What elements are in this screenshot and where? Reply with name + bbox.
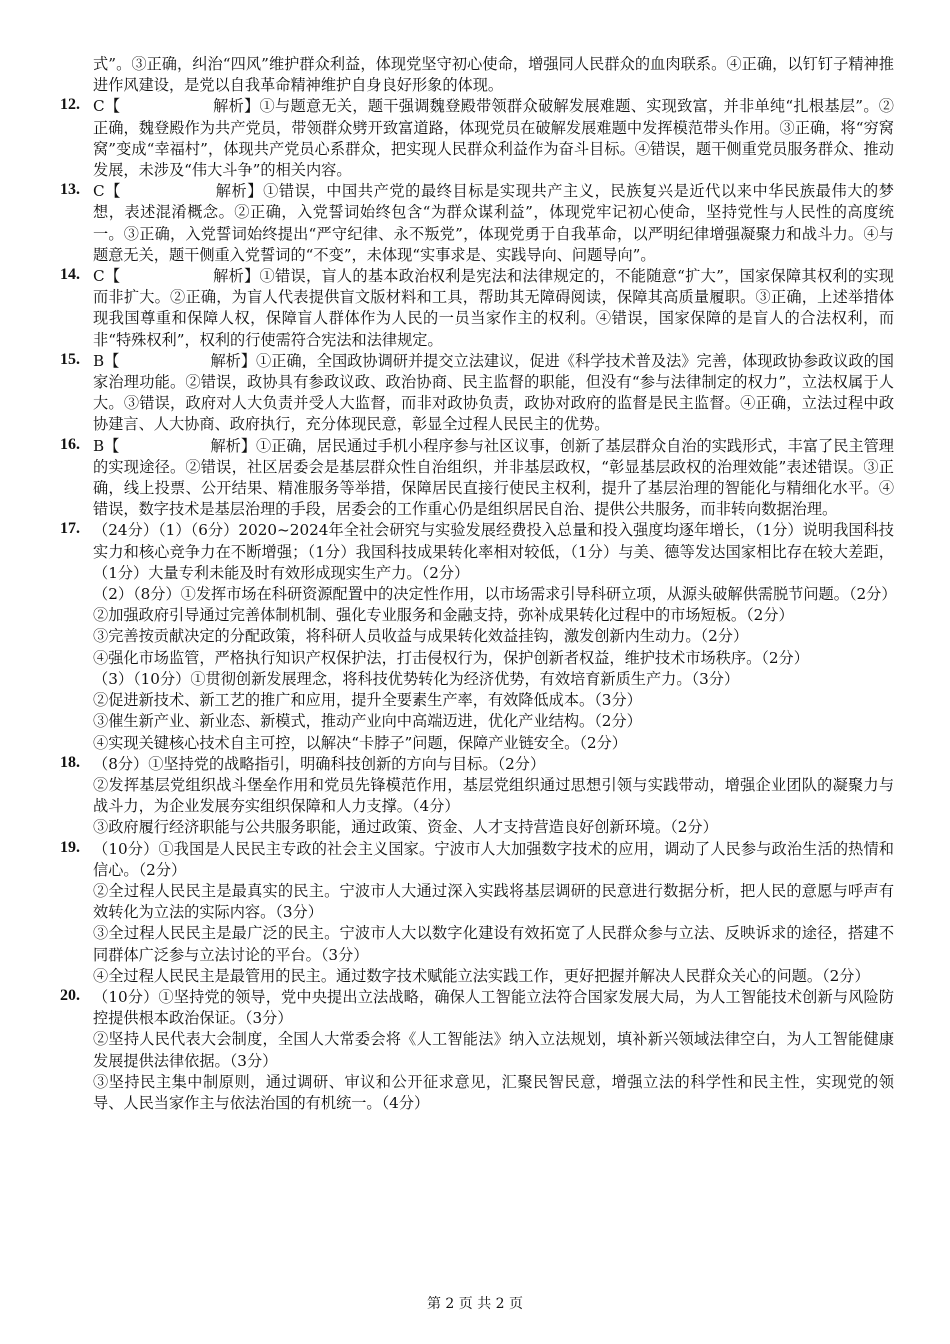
answer-item-17 [60,520,897,753]
question-number: 17. [60,520,80,538]
answer-item-14 [60,266,894,351]
question-number: 16. [60,435,80,453]
answer-line: （2）（8分）①发挥市场在科研资源配置中的决定性作用，以市场需求引导科研立项，从源头破解供需脱节问题。（2分） [93,585,897,604]
answer-line: ④全过程人民民主是最管用的民主。通过数字技术赋能立法实践工作，更好把握并解决人民群众关心的问题。（2分） [93,966,870,985]
answer-line: ④强化市场监管，严格执行知识产权保护法，打击侵权行为，保护创新者权益，维护技术市场秩序。（2分） [93,648,809,667]
answer-text: C【 解析】①错误，盲人的基本政治权利是宪法和法律规定的，不能随意“扩大”，国家保障其权利的实现而非扩大。②正确，为盲人代表提供盲文版材料和工具，帮助其无障碍阅读，保障其高质量履职。③正确，上述举措体现我国尊重和保障人权，保障盲人群体作为人民的一员当家作主的权利。④错误，国家保障的是盲人的合法权利，而非“特殊权利”，权利的行使需符合宪法和法律规定。 [93,267,894,349]
page-footer: 第 2 页 共 2 页 [426,1296,524,1312]
answer-item-16 [60,436,894,521]
answer-line: （8分）①坚持党的战略指引，明确科技创新的方向与目标。（2分） [93,754,546,773]
answer-line: ③全过程人民民主是最广泛的民主。宁波市人大以数字化建设有效拓宽了人民群众参与立法、反映诉求的途径，搭建不同群体广泛参与立法讨论的平台。（3分） [93,924,894,964]
answer-line: ③坚持民主集中制原则，通过调研、审议和公开征求意见，汇聚民智民意，增强立法的科学性和民主性，实现党的领导、人民当家作主与依法治国的有机统一。（4分） [93,1072,894,1112]
answer-item-18 [60,754,894,839]
answer-line: ④实现关键核心技术自主可控，以解决“卡脖子”问题，保障产业链安全。（2分） [93,733,627,752]
question-number: 19. [60,838,80,856]
question-number: 12. [60,96,80,114]
answer-item-13 [60,181,894,266]
answer-line: ③政府履行经济职能与公共服务职能，通过政策、资金、人才支持营造良好创新环境。（2分） [93,818,718,837]
answer-text: B【 解析】①正确，全国政协调研并提交立法建议，促进《科学技术普及法》完善，体现政协参政议政的国家治理功能。②错误，政协具有参政议政、政治协商、民主监督的职能，但没有“参与法律制定的权力”，立法权属于人大。③错误，政府对人大负责并受人大监督，而非对政协负责，政协对政府的监督是民主监督。④正确，立法过程中政协建言、人大协商、政府执行，充分体现民意，彰显全过程人民民主的优势。 [93,351,894,434]
answer-text: C【 解析】①错误，中国共产党的最终目标是实现共产主义，民族复兴是近代以来中华民族最伟大的梦想，表述混淆概念。②正确，入党誓词始终包含“为群众谋利益”，体现党牢记初心使命，坚持党性与人民性的高度统一。③正确，入党誓词始终提出“严守纪律、永不叛党”，体现党勇于自我革命，以严明纪律增强凝聚力和战斗力。④与题意无关，题干侧重入党誓词的“不变”，未体现“实事求是、实践导向、问题导向”。 [93,182,894,264]
answer-text: B【 解析】①正确，居民通过手机小程序参与社区议事，创新了基层群众自治的实践形式，丰富了民主管理的实现途径。②错误，社区居委会是基层群众性自治组织，并非基层政权，“彰显基层政权的治理效能”表述错误。③正确，线上投票、公开结果、精准服务等举措，保障居民直接行使民主权利，提升了基层治理的智能化与精细化水平。④错误，数字技术是基层治理的手段，居委会的工作重心仍是组织居民自治、提供公共服务，而非转向数据治理。 [93,436,894,519]
answer-item-20 [60,987,894,1114]
question-number: 13. [60,181,80,199]
answer-line: ②全过程人民民主是最真实的民主。宁波市人大通过深入实践将基层调研的民意进行数据分析，把人民的意愿与呼声有效转化为立法的实际内容。（3分） [93,881,894,922]
answer-line: ②促进新技术、新工艺的推广和应用，提升全要素生产率，有效降低成本。（3分） [93,691,642,710]
answer-line: ②坚持人民代表大会制度，全国人大常委会将《人工智能法》纳入立法规划，填补新兴领域法律空白，为人工智能健康发展提供法律依据。（3分） [93,1030,894,1070]
answer-line: ③完善按贡献决定的分配政策，将科研人员收益与成果转化效益挂钩，激发创新内生动力。（2分） [93,627,749,646]
answer-text: C【 解析】①与题意无关，题干强调魏登殿带领群众破解发展难题、实现致富，并非单纯“扎根基层”。②正确，魏登殿作为共产党员，带领群众劈开致富道路，体现党员在破解发展难题中发挥模范带头作用。③正确，将“穷窝窝”变成“幸福村”，体现共产党员心系群众，把实现人民群众利益作为奋斗目标。④错误，题干侧重党员服务群众、推动发展，未涉及“伟大斗争”的相关内容。 [93,97,894,180]
continuation-text: 式”。③正确，纠治“四风”维护群众利益，体现党坚守初心使命，增强同人民群众的血肉联系。④正确，以钉钉子精神推进作风建设，是党以自我革命精神维护自身良好形象的体现。 [93,55,894,95]
answer-line: ②发挥基层党组织战斗堡垒作用和党员先锋模范作用，基层党组织通过思想引领与实践带动，增强企业团队的凝聚力与战斗力，为企业发展夯实组织保障和人力支撑。（4分） [93,775,894,816]
question-number: 18. [60,753,80,771]
answer-text: （24分）（1）（6分）2020~2024年全社会研究与实验发展经费投入总量和投入强度均逐年增长，（1分）说明我国科技实力和核心竞争力在不断增强；（1分）我国科技成果转化率相对较低，（1分）与美、德等发达国家相比存在较大差距，（1分）大量专利未能及时有效形成现实生产力。（2分） [93,521,894,582]
answer-content [60,54,897,1114]
answer-line: （10分）①我国是人民民主专政的社会主义国家。宁波市人大加强数字技术的应用，调动了人民参与政治生活的热情和信心。（2分） [93,839,894,879]
answer-line: ③催生新产业、新业态、新模式，推动产业向中高端迈进，优化产业结构。（2分） [93,712,642,731]
answer-item-15 [60,351,894,436]
answer-line: （3）（10分）①贯彻创新发展理念，将科技优势转化为经济优势，有效培育新质生产力。（3分） [93,669,740,688]
question-number: 15. [60,350,80,368]
answer-item-19 [60,839,894,987]
question-number: 20. [60,986,80,1004]
answer-line: （10分）①坚持党的领导，党中央提出立法战略，确保人工智能立法符合国家发展大局，为人工智能技术创新与风险防控提供根本政治保证。（3分） [93,987,894,1028]
answer-item-12 [60,96,894,181]
answer-line: ②加强政府引导通过完善体制机制、强化专业服务和金融支持，弥补成果转化过程中的市场短板。（2分） [93,606,794,625]
question-number: 14. [60,266,80,284]
